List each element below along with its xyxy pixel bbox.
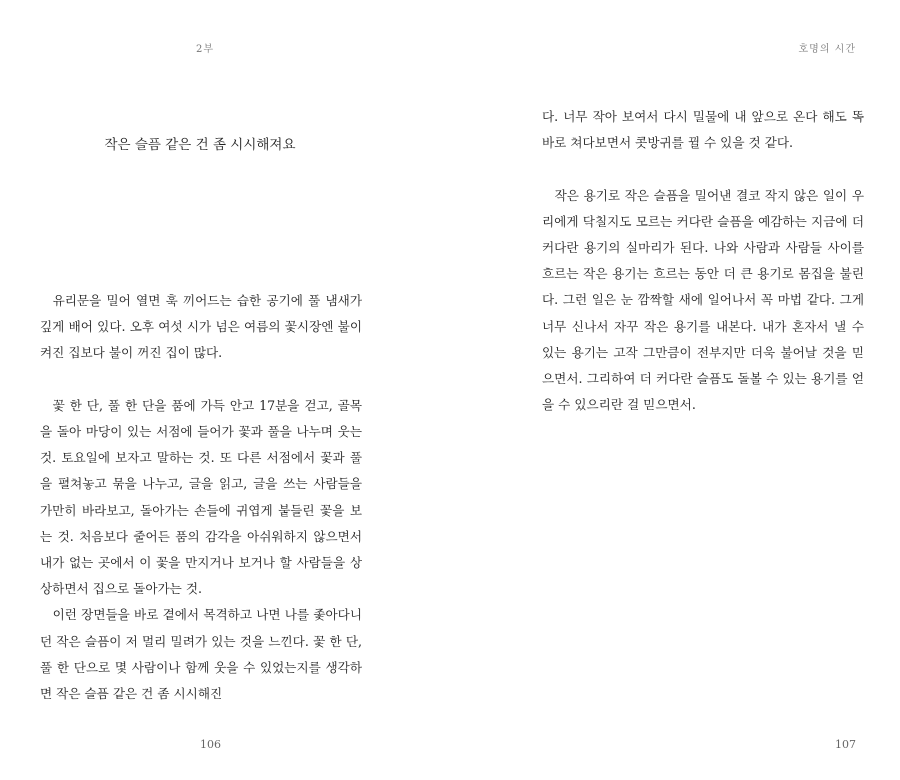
running-head-left: 2부 bbox=[196, 44, 215, 55]
right-body-text bbox=[542, 104, 864, 418]
chapter-title: 작은 슬픔 같은 건 좀 시시해져요 bbox=[104, 137, 296, 153]
paragraph-continuation: 다. 너무 작아 보여서 다시 밀물에 내 앞으로 온다 해도 똑바로 쳐다보면서 콧방귀를 뀔 수 있을 것 같다. bbox=[542, 109, 864, 151]
page-number-right: 107 bbox=[835, 738, 856, 751]
paragraph-4: 작은 용기로 작은 슬픔을 밀어낸 결코 작지 않은 일이 우리에게 닥칠지도 모르는 커다란 슬픔을 예감하는 지금에 더 커다란 용기의 실마리가 된다. 나와 사람과 사람들 사이를 흐르는 작은 용기는 흐르는 동안 더 큰 용기로 몸집을 불린다. 그런 일은 눈 깜짝할 새에 일어나서 꼭 마법 같다. 그게 너무 신나서 자꾸 작은 용기를 내본다. 내가 혼자서 낼 수 있는 용기는 고작 그만큼이 전부지만 더욱 불어날 것을 믿으면서. 그리하여 더 커다란 슬픔도 돌볼 수 있는 용기를 얻을 수 있으리란 걸 믿으면서. bbox=[542, 187, 864, 413]
left-body-text bbox=[40, 288, 362, 707]
paragraph-2: 꽃 한 단, 풀 한 단을 품에 가득 안고 17분을 걷고, 골목을 돌아 마당이 있는 서점에 들어가 꽃과 풀을 나누며 웃는 것. 토요일에 보자고 말하는 것. 또 다른 서점에서 꽃과 풀을 펼쳐놓고 묶을 나누고, 글을 읽고, 글을 쓰는 사람들을 가만히 바라보고, 돌아가는 손들에 귀엽게 붙들린 꽃을 보는 것. 처음보다 줄어든 품의 감각을 아쉬워하지 않으면서 내가 없는 곳에서 이 꽃을 만지거나 보거나 할 사람들을 상상하면서 집으로 돌아가는 것. bbox=[40, 397, 362, 597]
right-page bbox=[450, 0, 900, 780]
page-number-left: 106 bbox=[200, 738, 221, 751]
paragraph-3: 이런 장면들을 바로 곁에서 목격하고 나면 나를 좇아다니던 작은 슬픔이 저 멀리 밀려가 있는 것을 느낀다. 꽃 한 단, 풀 한 단으로 몇 사람이나 함께 웃을 수 있었는지를 생각하면 작은 슬픔 같은 건 좀 시시해진 bbox=[40, 607, 362, 702]
paragraph-1: 유리문을 밀어 열면 훅 끼어드는 습한 공기에 풀 냄새가 깊게 배어 있다. 오후 여섯 시가 넘은 여름의 꽃시장엔 불이 켜진 집보다 불이 꺼진 집이 많다. bbox=[40, 293, 362, 361]
running-head-right: 호명의 시간 bbox=[798, 44, 856, 55]
